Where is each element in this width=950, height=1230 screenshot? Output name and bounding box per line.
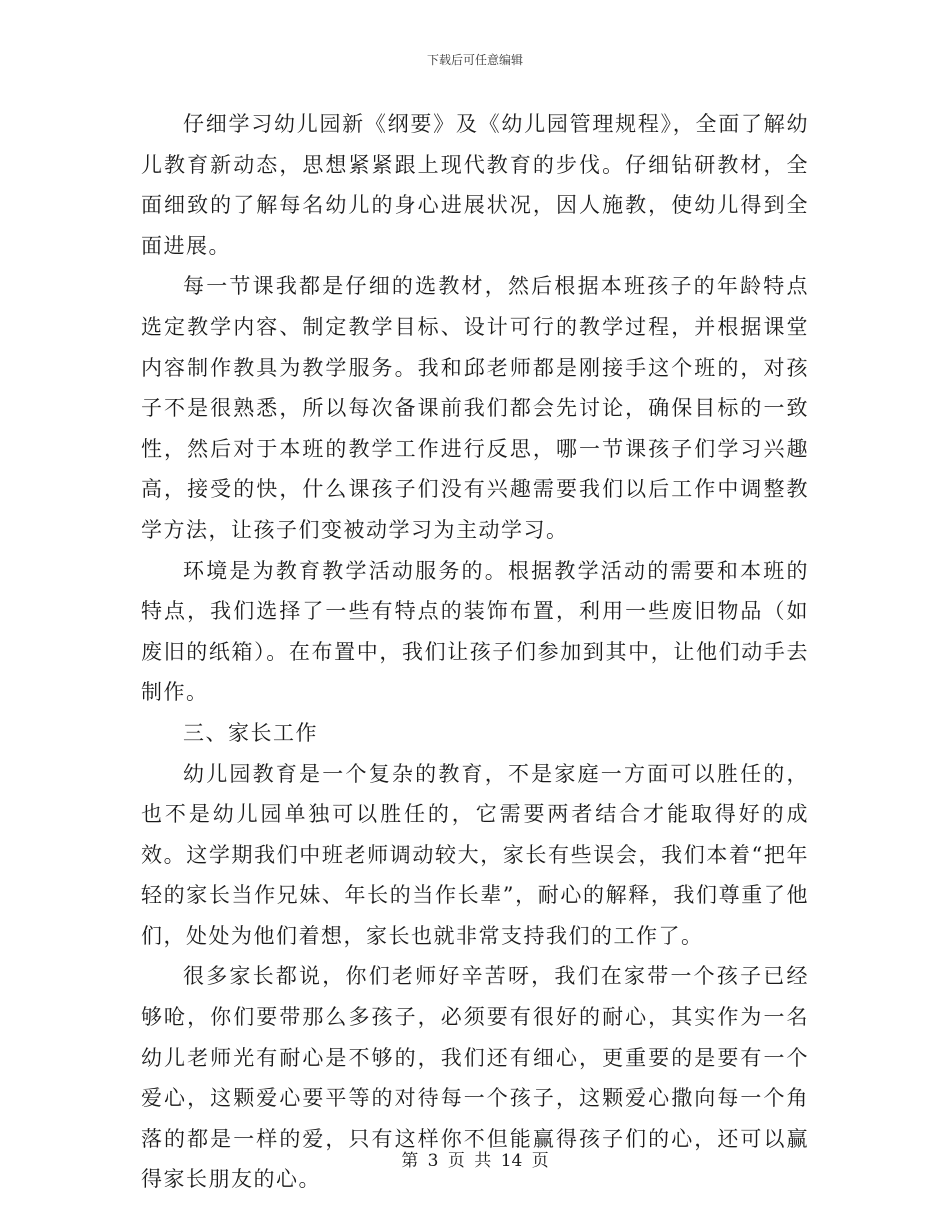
paragraph-study-guidelines: 仔细学习幼儿园新《纲要》及《幼儿园管理规程》，全面了解幼儿教育新动态，思想紧紧跟上现代教育的步伐。仔细钻研教材，全面细致的了解每名幼儿的身心进展状况，因人施教，使幼儿得到全面进展。 xyxy=(141,112,809,258)
page-header-note: 下载后可任意编辑 xyxy=(426,53,523,67)
paragraph-lesson-preparation: 每一节课我都是仔细的选教材，然后根据本班孩子的年龄特点选定教学内容、制定教学目标、设计可行的教学过程，并根据课堂内容制作教具为教学服务。我和邱老师都是刚接手这个班的，对孩子不是很熟悉，所以每次备课前我们都会先讨论，确保目标的一致性，然后对于本班的教学工作进行反思，哪一节课孩子们学习兴趣高，接受的快，什么课孩子们没有兴趣需要我们以后工作中调整教学方法，让孩子们变被动学习为主动学习。 xyxy=(141,274,809,542)
paragraph-environment: 环境是为教育教学活动服务的。根据教学活动的需要和本班的特点，我们选择了一些有特点的装饰布置，利用一些废旧物品（如废旧的纸箱）。在布置中，我们让孩子们参加到其中，让他们动手去制作。 xyxy=(141,558,809,705)
document-body xyxy=(141,104,809,1200)
page-number-footer: 第 3 页 共 14 页 xyxy=(401,1151,549,1171)
section-heading-parent-work: 三、家长工作 xyxy=(183,720,318,745)
paragraph-patience-and-love: 很多家长都说，你们老师好辛苦呀，我们在家带一个孩子已经够呛，你们要带那么多孩子，必须要有很好的耐心，其实作为一名幼儿老师光有耐心是不够的，我们还有细心，更重要的是要有一个爱心，这颗爱心要平等的对待每一个孩子，这颗爱心撒向每一个角落的都是一样的爱，只有这样你不但能赢得孩子们的心，还可以赢得家长朋友的心。 xyxy=(141,964,809,1192)
paragraph-parent-cooperation: 幼儿园教育是一个复杂的教育，不是家庭一方面可以胜任的，也不是幼儿园单独可以胜任的，它需要两者结合才能取得好的成效。这学期我们中班老师调动较大，家长有些误会，我们本着“把年轻的家长当作兄妹、年长的当作长辈”，耐心的解释，我们尊重了他们，处处为他们着想，家长也就非常支持我们的工作了。 xyxy=(141,761,809,948)
